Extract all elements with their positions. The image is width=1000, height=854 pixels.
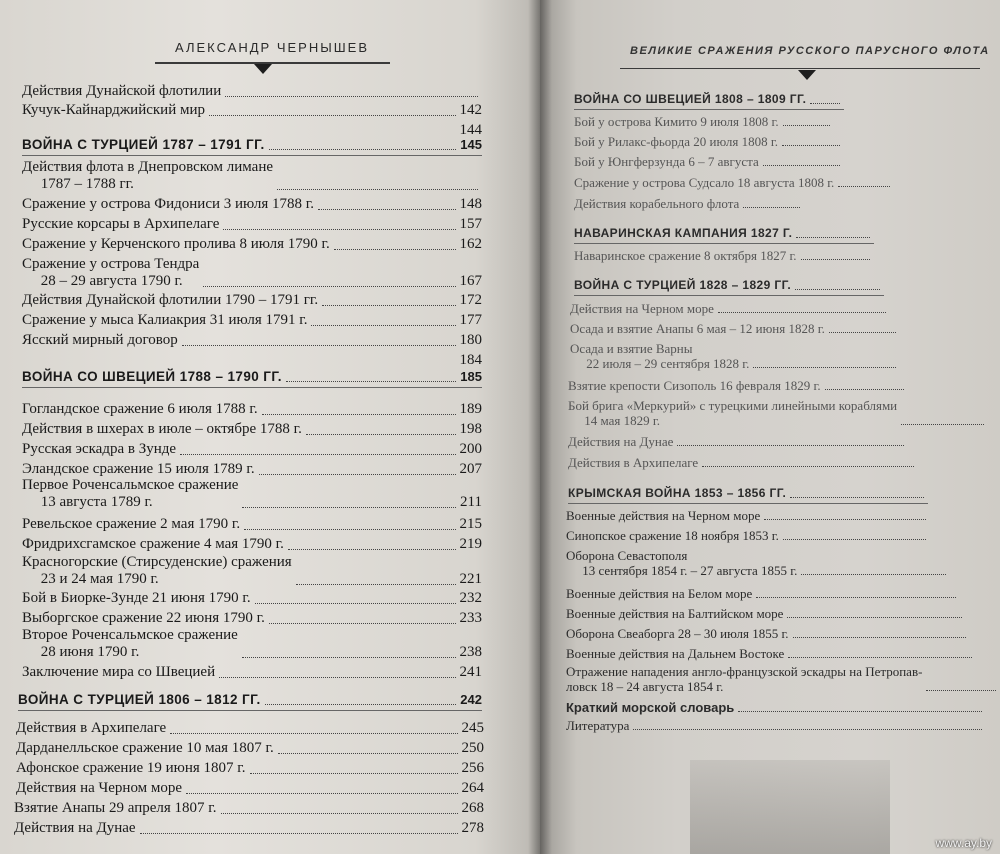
- toc-label: Взятие Анапы 29 апреля 1807 г.: [14, 800, 217, 816]
- toc-entry: [22, 441, 482, 458]
- toc-label: Бой у Рилакс-фьорда 20 июля 1808 г.: [574, 134, 778, 149]
- watermark: www.ay.by: [935, 836, 992, 850]
- leader-dots: [782, 144, 840, 146]
- toc-entry: [22, 610, 482, 627]
- leader-dots: [901, 423, 984, 425]
- header-triangle-left: [254, 64, 272, 74]
- toc-entry: [570, 301, 890, 316]
- toc-label: Дарданелльское сражение 10 мая 1807 г.: [16, 740, 274, 756]
- leader-dots: [743, 206, 800, 208]
- leader-dots: [140, 832, 458, 834]
- leader-dots: [255, 602, 456, 604]
- toc-entry: [16, 740, 484, 757]
- toc-entry: [14, 800, 484, 817]
- toc-entry: [22, 236, 482, 253]
- toc-label: Бой у острова Кимито 9 июля 1808 г.: [574, 114, 779, 129]
- toc-label: Действия на Черном море: [16, 780, 183, 796]
- leader-dots: [265, 703, 457, 705]
- leader-dots: [180, 453, 455, 455]
- leader-dots: [277, 188, 478, 190]
- leader-dots: [269, 622, 456, 624]
- toc-label: Действия на Черном море: [570, 301, 714, 316]
- toc-entry: [14, 820, 484, 837]
- toc-page: 142: [459, 102, 482, 118]
- toc-page: 144: [459, 122, 482, 138]
- toc-label: Военные действия на Дальнем Востоке: [566, 646, 785, 661]
- toc-page: 172: [459, 292, 482, 308]
- toc-label: Действия Дунайской флотилии 1790 – 1791 гг.: [22, 292, 319, 308]
- toc-entry: [574, 248, 874, 263]
- toc-label: Оборона Свеаборга 28 – 30 июля 1855 г.: [566, 626, 789, 641]
- toc-label: Заключение мира со Швецией: [22, 664, 216, 680]
- toc-page: 250: [461, 740, 484, 756]
- toc-label: Ревельское сражение 2 мая 1790 г.: [22, 516, 241, 532]
- toc-page: 211: [460, 494, 482, 510]
- leader-dots: [225, 95, 478, 97]
- toc-label: ВОЙНА С ТУРЦИЕЙ 1828 – 1829 ГГ.: [574, 278, 792, 292]
- toc-entry: [566, 700, 986, 715]
- toc-entry: [568, 378, 908, 393]
- toc-label: Действия в Архипелаге: [16, 720, 167, 736]
- toc-label: Осада и взятие Варны 22 июля – 29 сентября 1828 г.: [570, 341, 750, 371]
- toc-label: Красногорские (Стирсуденские) сражения 23 и 24 мая 1790 г.: [22, 554, 292, 587]
- leader-dots: [702, 465, 914, 467]
- toc-entry: [22, 664, 482, 681]
- leader-dots: [796, 236, 870, 238]
- toc-page: 167: [459, 273, 482, 289]
- leader-dots: [783, 124, 830, 126]
- leader-dots: [259, 473, 456, 475]
- toc-label: Взятие крепости Сизополь 16 февраля 1829 г.: [568, 378, 821, 393]
- leader-dots: [926, 689, 996, 691]
- header-rule-left: [155, 62, 390, 64]
- toc-entry: [570, 341, 900, 371]
- toc-entry: [566, 586, 960, 601]
- toc-entry: [566, 508, 930, 523]
- toc-entry: [566, 718, 986, 733]
- toc-entry: [22, 554, 482, 588]
- toc-entry: [566, 664, 1000, 694]
- toc-entry: [22, 332, 482, 349]
- toc-entry: [574, 196, 804, 211]
- leader-dots: [203, 285, 455, 287]
- leader-dots: [763, 164, 840, 166]
- leader-dots: [221, 812, 458, 814]
- toc-label: Военные действия на Белом море: [566, 586, 753, 601]
- toc-entry: [574, 134, 844, 149]
- book-gutter: [528, 0, 552, 854]
- toc-entry: [574, 175, 894, 190]
- toc-page: 241: [459, 664, 482, 680]
- toc-label: Действия в Архипелаге: [568, 455, 699, 470]
- toc-entry: [22, 216, 482, 233]
- leader-dots: [250, 772, 458, 774]
- toc-label: Первое Роченсальмское сражение 13 августа 1789 г.: [22, 477, 239, 510]
- toc-entry: [566, 626, 970, 641]
- toc-entry: [22, 627, 482, 661]
- leader-dots: [753, 366, 896, 368]
- toc-page: 157: [459, 216, 482, 232]
- toc-label: ВОЙНА С ТУРЦИЕЙ 1787 – 1791 ГГ.: [22, 137, 265, 152]
- toc-entry: [16, 780, 484, 797]
- toc-entry: [566, 606, 966, 621]
- toc-label: Действия на Дунае: [14, 820, 136, 836]
- toc-entry: [16, 760, 484, 777]
- toc-entry: [22, 352, 482, 369]
- toc-label: Сражение у Керченского пролива 8 июля 1790 г.: [22, 236, 330, 252]
- toc-page: 148: [459, 196, 482, 212]
- leader-dots: [306, 433, 456, 435]
- page-shadow: [690, 760, 890, 854]
- toc-entry: [16, 720, 484, 737]
- leader-dots: [322, 304, 455, 306]
- leader-dots: [738, 710, 982, 712]
- toc-entry: [568, 398, 988, 428]
- header-triangle-right: [798, 70, 816, 80]
- toc-label: Фридрихсгамское сражение 4 мая 1790 г.: [22, 536, 284, 552]
- leader-dots: [783, 538, 926, 540]
- leader-dots: [278, 752, 458, 754]
- toc-label: Кучук-Кайнарджийский мир: [22, 102, 206, 118]
- header-rule-right: [620, 68, 980, 69]
- toc-label: Наваринское сражение 8 октября 1827 г.: [574, 248, 797, 263]
- toc-entry: [566, 528, 930, 543]
- leader-dots: [288, 548, 456, 550]
- toc-label: Выборгское сражение 22 июня 1790 г.: [22, 610, 265, 626]
- toc-entry: [22, 401, 482, 418]
- toc-label: Действия корабельного флота: [574, 196, 740, 211]
- toc-entry: [22, 312, 482, 329]
- toc-label: Афонское сражение 19 июня 1807 г.: [16, 760, 246, 776]
- toc-label: Оборона Севастополя 13 сентября 1854 г. – 27 августа 1855 г.: [566, 548, 798, 578]
- toc-entry: [22, 196, 482, 213]
- leader-dots: [829, 331, 896, 333]
- toc-page: 264: [461, 780, 484, 796]
- toc-page: 268: [461, 800, 484, 816]
- toc-entry: [22, 477, 482, 511]
- toc-label: Второе Роченсальмское сражение 28 июня 1790 г.: [22, 627, 238, 660]
- toc-label: Литература: [566, 718, 630, 733]
- toc-section-heading: [568, 486, 928, 504]
- toc-page: 221: [459, 571, 482, 587]
- toc-section-heading: [22, 136, 482, 156]
- toc-label: Русская эскадра в Зунде: [22, 441, 177, 457]
- toc-label: Действия Дунайской флотилии: [22, 83, 222, 99]
- toc-entry: [570, 321, 900, 336]
- toc-section-heading: [18, 691, 482, 711]
- leader-dots: [296, 583, 456, 585]
- toc-page: 215: [459, 516, 482, 532]
- running-head-left: АЛЕКСАНДР ЧЕРНЫШЕВ: [175, 40, 369, 55]
- leader-dots: [242, 506, 456, 508]
- toc-label: Сражение у мыса Калиакрия 31 июля 1791 г.: [22, 312, 308, 328]
- leader-dots: [262, 413, 456, 415]
- toc-label: Бой брига «Меркурий» с турецкими линейными кораблями 14 мая 1829 г.: [568, 398, 898, 428]
- toc-entry: [22, 516, 482, 533]
- leader-dots: [825, 388, 904, 390]
- toc-page: 245: [461, 720, 484, 736]
- leader-dots: [810, 102, 840, 104]
- toc-page: 185: [460, 369, 482, 384]
- leader-dots: [790, 496, 924, 498]
- toc-label: НАВАРИНСКАЯ КАМПАНИЯ 1827 Г.: [574, 226, 793, 240]
- toc-entry: [574, 154, 844, 169]
- leader-dots: [793, 636, 966, 638]
- toc-label: Действия в шхерах в июле – октябре 1788 г.: [22, 421, 302, 437]
- toc-label: Военные действия на Балтийском море: [566, 606, 784, 621]
- toc-page: 233: [459, 610, 482, 626]
- toc-entry: [22, 83, 482, 100]
- leader-dots: [677, 444, 904, 446]
- toc-page: 180: [459, 332, 482, 348]
- toc-entry: [22, 421, 482, 438]
- leader-dots: [286, 380, 456, 382]
- toc-page: 184: [459, 352, 482, 368]
- leader-dots: [795, 288, 880, 290]
- toc-page: 162: [459, 236, 482, 252]
- toc-label: Военные действия на Черном море: [566, 508, 761, 523]
- leader-dots: [219, 676, 455, 678]
- right-page: [540, 0, 1000, 854]
- leader-dots: [633, 728, 982, 730]
- toc-label: КРЫМСКАЯ ВОЙНА 1853 – 1856 ГГ.: [568, 486, 787, 500]
- toc-entry: [22, 590, 482, 607]
- toc-entry: [22, 461, 482, 478]
- toc-page: 232: [459, 590, 482, 606]
- leader-dots: [787, 616, 962, 618]
- leader-dots: [756, 596, 956, 598]
- leader-dots: [334, 248, 456, 250]
- toc-section-heading: [22, 368, 482, 388]
- toc-label: Осада и взятие Анапы 6 мая – 12 июня 1828 г.: [570, 321, 825, 336]
- toc-label: ВОЙНА С ТУРЦИЕЙ 1806 – 1812 ГГ.: [18, 692, 261, 707]
- leader-dots: [209, 114, 455, 116]
- toc-page: 219: [459, 536, 482, 552]
- toc-entry: [22, 159, 482, 193]
- leader-dots: [269, 148, 457, 150]
- toc-entry: [22, 256, 482, 290]
- toc-entry: [566, 548, 950, 578]
- toc-entry: [568, 455, 918, 470]
- toc-label: Синопское сражение 18 ноября 1853 г.: [566, 528, 779, 543]
- toc-section-heading: [574, 92, 844, 110]
- toc-page: 177: [459, 312, 482, 328]
- leader-dots: [186, 792, 457, 794]
- toc-section-heading: [574, 278, 884, 296]
- leader-dots: [244, 528, 455, 530]
- leader-dots: [718, 311, 886, 313]
- toc-label: Отражение нападения англо-французской эскадры на Петропав- ловск 18 – 24 августа 1854 г.: [566, 664, 923, 694]
- toc-label: Бой в Биорке-Зунде 21 июня 1790 г.: [22, 590, 251, 606]
- toc-label: ВОЙНА СО ШВЕЦИЕЙ 1808 – 1809 ГГ.: [574, 92, 807, 106]
- toc-page: 200: [459, 441, 482, 457]
- toc-entry: [574, 114, 834, 129]
- toc-label: Ясский мирный договор: [22, 332, 178, 348]
- toc-entry: [566, 646, 976, 661]
- leader-dots: [223, 228, 455, 230]
- leader-dots: [801, 573, 946, 575]
- toc-page: 278: [461, 820, 484, 836]
- toc-section-heading: [574, 226, 874, 244]
- leader-dots: [311, 324, 455, 326]
- toc-label: Гогландское сражение 6 июля 1788 г.: [22, 401, 258, 417]
- toc-label: Сражение у острова Судсало 18 августа 1808 г.: [574, 175, 835, 190]
- toc-entry: [22, 536, 482, 553]
- leader-dots: [182, 344, 456, 346]
- toc-entry: [568, 434, 908, 449]
- toc-page: 207: [459, 461, 482, 477]
- toc-label: Действия флота в Днепровском лимане 1787 – 1788 гг.: [22, 159, 274, 192]
- toc-label: Сражение у острова Фидониси 3 июля 1788 г.: [22, 196, 314, 212]
- toc-label: Действия на Дунае: [568, 434, 674, 449]
- leader-dots: [838, 185, 890, 187]
- leader-dots: [318, 208, 456, 210]
- toc-page: 238: [459, 644, 482, 660]
- leader-dots: [801, 258, 870, 260]
- toc-label: ВОЙНА СО ШВЕЦИЕЙ 1788 – 1790 ГГ.: [22, 369, 282, 384]
- toc-page: 256: [461, 760, 484, 776]
- toc-entry: [22, 102, 482, 119]
- leader-dots: [170, 732, 457, 734]
- toc-page: 145: [460, 137, 482, 152]
- toc-label: Сражение у острова Тендра 28 – 29 августа 1790 г.: [22, 256, 200, 289]
- running-head-right: ВЕЛИКИЕ СРАЖЕНИЯ РУССКОГО ПАРУСНОГО ФЛОТА: [630, 45, 990, 57]
- leader-dots: [788, 656, 972, 658]
- leader-dots: [764, 518, 926, 520]
- toc-page: 189: [459, 401, 482, 417]
- toc-label: Русские корсары в Архипелаге: [22, 216, 220, 232]
- toc-label: Краткий морской словарь: [566, 700, 735, 715]
- toc-label: Бой у Юнгферзунда 6 – 7 августа: [574, 154, 759, 169]
- toc-page: 198: [459, 421, 482, 437]
- toc-label: Эландское сражение 15 июля 1789 г.: [22, 461, 255, 477]
- leader-dots: [242, 656, 456, 658]
- toc-page: 242: [460, 692, 482, 707]
- toc-entry: [22, 292, 482, 309]
